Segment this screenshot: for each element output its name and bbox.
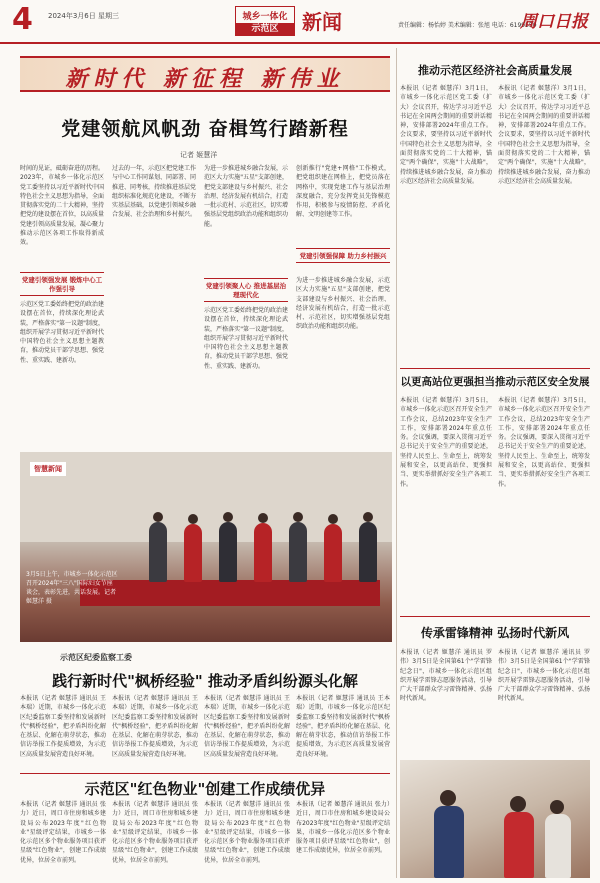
story2-text-col-4: 本报讯（记者 姬慧洋 通讯员 王本瑞）近期，市城乡一体化示范区纪委监察工委坚持和发展新时代"枫桥经验"，把矛盾纠纷化解在基层、化解在萌芽状态，推动信访举报工作提质增效，为示范区高质量发展营造良好环境。 [296,695,390,758]
page-number: 4 [12,2,33,37]
lead-text-col-3b: 示范区党工委始终把党的政治建设摆在首位，持续深化理论武装，严格落实"第一议题"制度，组织开展学习贯彻习近平新时代中国特色社会主义思想主题教育，推动党员干部学思想、强党性、重实践、建新功。 [204,307,288,370]
lead-banner-text: 新时代 新征程 新伟业 [65,66,345,92]
right-story1-col-1: 本报讯（记者 姬慧洋）3月1日，市城乡一体化示范区党工委（扩大）会议召开，传达学习习近平总书记在全国两会期间的重要讲话精神，安排部署2024年重点工作。会议要求，要坚持以习近平新时代中国特色社会主义思想为指导，全面贯彻落实党的二十大精神，锚定"两个确保"，实施"十大战略"，持续推进城乡融合发展，奋力推动示范区经济社会高质量发展。 [400,85,492,185]
smart-news-tag: 智慧新闻 [30,462,66,476]
issue-date: 2024年3月6日 星期三 [48,12,119,20]
lead-text-col-3: 为进一步推进城乡融合发展，示范区大力实施"五星"支部创建，把党支部建设与乡村振兴、社会治理、经济发展有机结合，打造一批示范村、示范社区，切实增强基层党组织政治功能和组织功能。 [204,165,288,228]
masthead [0,0,600,44]
right-story2-col-2: 本报讯（记者 姬慧洋）3月5日，市城乡一体化示范区召开安全生产工作会议，总结2023年安全生产工作，安排部署2024年重点任务。会议强调，要深入贯彻习近平总书记关于安全生产的重要论述，坚持人民至上、生命至上，统筹发展和安全，以更高站位、更强担当、更实举措抓好安全生产各项工作。 [498,397,590,488]
right-story3-col-2: 本报讯（记者 姬慧洋 通讯员 罗伟）3月5日是全国第61个"学雷锋纪念日"，市城乡一体化示范区组织开展学雷锋志愿服务活动，引导广大干部群众学习雷锋精神、弘扬时代新风。 [498,649,590,703]
story3-text-col-1: 本报讯（记者 姬慧洋 通讯员 张力）近日，周口市住房和城乡建设局公布2023年度"红色物业"星级评定结果，市城乡一体化示范区多个物业服务项目获评星级"红色物业"，创建工作成绩优异，位居全市前列。 [20,801,106,864]
story2-text-col-1: 本报讯（记者 姬慧洋 通讯员 王本瑞）近期，市城乡一体化示范区纪委监察工委坚持和发展新时代"枫桥经验"，把矛盾纠纷化解在基层、化解在萌芽状态，推动信访举报工作提质增效，为示范区高质量发展营造良好环境。 [20,695,106,758]
story3-text-col-2: 本报讯（记者 姬慧洋 通讯员 张力）近日，周口市住房和城乡建设局公布2023年度"红色物业"星级评定结果，市城乡一体化示范区多个物业服务项目获评星级"红色物业"，创建工作成绩优异，位居全市前列。 [112,801,198,864]
right-headline-3[interactable]: 传承雷锋精神 弘扬时代新风 [420,626,570,640]
photo-caption: 3月5日上午，市城乡一体化示范区召开2024年"三八"国际妇女节座谈会，表彰先进，共话发展。记者 姬慧洋 摄 [26,571,118,605]
newspaper-brand-logo: 周口日报 [520,12,588,32]
story3-text-col-4: 本报讯（记者 姬慧洋 通讯员 张力）近日，周口市住房和城乡建设局公布2023年度"红色物业"星级评定结果，市城乡一体化示范区多个物业服务项目获评星级"红色物业"，创建工作成绩优异，位居全市前列。 [296,801,390,855]
section-badge-bottom: 示范区 [236,23,294,36]
editors-line: 责任编辑：杨怡婷 美术编辑：张旭 电话：6199550 [398,22,537,29]
lead-text-col-4: 创新推行"党建+网格"工作模式，把党组织建在网格上，把党员落在网格中，实现党建工作与基层治理深度融合，充分发挥党员先锋模范作用，积极参与疫情防控、矛盾化解、文明创建等工作。 [296,165,390,219]
story2-text-col-2: 本报讯（记者 姬慧洋 通讯员 王本瑞）近期，市城乡一体化示范区纪委监察工委坚持和发展新时代"枫桥经验"，把矛盾纠纷化解在基层、化解在萌芽状态，推动信访举报工作提质增效，为示范区高质量发展营造良好环境。 [112,695,198,758]
lead-text-col-1: 时间的见证，砥砺奋进的历程。2023年，市城乡一体化示范区党工委坚持以习近平新时代中国特色社会主义思想为指导，全面贯彻落实党的二十大精神，坚持把党的建设摆在首位，以高质量党建引领高质量发展，凝心聚力推动示范区各项工作取得新成效。 [20,165,104,247]
story3-headline[interactable]: 示范区"红色物业"创建工作成绩优异 [84,780,326,798]
right-headline-2[interactable]: 以更高站位更强担当推动示范区安全发展 [400,376,590,388]
lead-subhead-1: 党建引领强发展 锻炼中心工作强引导 [20,272,104,296]
story3-text-col-3: 本报讯（记者 姬慧洋 通讯员 张力）近日，周口市住房和城乡建设局公布2023年度"红色物业"星级评定结果，市城乡一体化示范区多个物业服务项目获评星级"红色物业"，创建工作成绩优异，位居全市前列。 [204,801,290,864]
section-badge-top: 城乡一体化 [242,12,288,22]
story2-text-col-3: 本报讯（记者 姬慧洋 通讯员 王本瑞）近期，市城乡一体化示范区纪委监察工委坚持和发展新时代"枫桥经验"，把矛盾纠纷化解在基层、化解在萌芽状态，推动信访举报工作提质增效，为示范区高质量发展营造良好环境。 [204,695,290,758]
lead-text-col-2: 过去的一年，示范区把党建工作与中心工作同谋划、同部署、同推进、同考核，持续推进基层党组织标准化规范化建设，不断夯实基层基础，以党建引领城乡融合发展、社会治理和乡村振兴。 [112,165,196,219]
right-story2-col-1: 本报讯（记者 姬慧洋）3月5日，市城乡一体化示范区召开安全生产工作会议，总结2023年安全生产工作，安排部署2024年重点任务。会议强调，要深入贯彻习近平总书记关于安全生产的重要论述，坚持人民至上、生命至上，统筹发展和安全，以更高站位、更强担当、更实举措抓好安全生产各项工作。 [400,397,492,488]
volunteer-photo[interactable] [400,760,590,878]
lead-text-col-4b: 为进一步推进城乡融合发展，示范区大力实施"五星"支部创建，把党支部建设与乡村振兴、社会治理、经济发展有机结合，打造一批示范村、示范社区，切实增强基层党组织政治功能和组织功能。 [296,277,390,331]
lead-text-col-1b: 示范区党工委始终把党的政治建设摆在首位，持续深化理论武装，严格落实"第一议题"制度，组织开展学习贯彻习近平新时代中国特色社会主义思想主题教育，推动党员干部学思想、强党性、重实践、建新功。 [20,301,104,364]
right-story3-col-1: 本报讯（记者 姬慧洋 通讯员 罗伟）3月5日是全国第61个"学雷锋纪念日"，市城乡一体化示范区组织开展学雷锋志愿服务活动，引导广大干部群众学习雷锋精神、弘扬时代新风。 [400,649,492,703]
lead-banner [20,56,390,92]
womens-day-photo[interactable] [20,452,392,642]
lead-subhead-3: 党建引领强保障 助力乡村振兴 [296,248,390,263]
section-title: 新闻 [302,10,342,34]
right-story1-col-2: 本报讯（记者 姬慧洋）3月1日，市城乡一体化示范区党工委（扩大）会议召开，传达学习习近平总书记在全国两会期间的重要讲话精神，安排部署2024年重点工作。会议要求，要坚持以习近平新时代中国特色社会主义思想为指导，全面贯彻落实党的二十大精神，锚定"两个确保"，实施"十大战略"，持续推进城乡融合发展，奋力推动示范区经济社会高质量发展。 [498,85,590,185]
section-badge [235,6,295,36]
lead-byline: 记者 姬慧洋 [180,151,218,159]
lead-headline[interactable]: 党建领航风帆劲 奋楫笃行踏新程 [61,118,349,140]
story2-headline[interactable]: 践行新时代"枫桥经验" 推动矛盾纠纷源头化解 [52,672,358,690]
story2-tagline: 示范区纪委监察工委 [60,653,132,662]
lead-subhead-2: 党建引领聚人心 推进基层治理现代化 [204,278,288,302]
right-headline-1[interactable]: 推动示范区经济社会高质量发展 [418,64,572,77]
